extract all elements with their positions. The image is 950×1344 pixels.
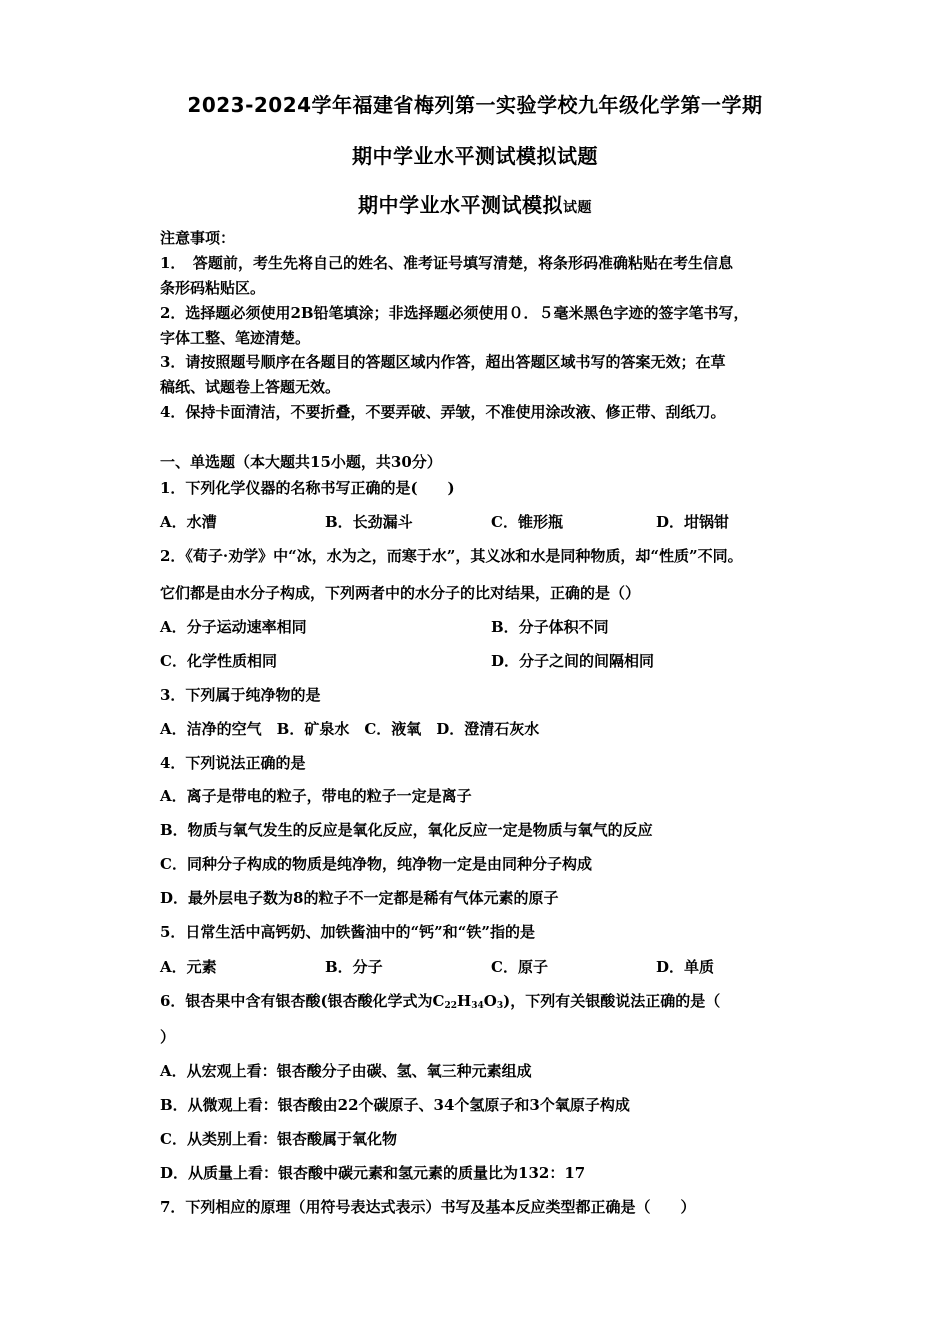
notice-item-1-cont: 条形码粘贴区。 (160, 279, 266, 297)
q6-option-c: C．从类别上看：银杏酸属于氧化物 (160, 1130, 397, 1148)
formula-o: O (483, 992, 497, 1010)
exam-title-line3 (0, 189, 950, 218)
notice-item-2: 2．选择题必须使用2B铅笔填涂；非选择题必须使用０．５毫米黑色字迹的签字笔书写， (160, 304, 749, 322)
q6-option-a: A．从宏观上看：银杏酸分子由碳、氢、氧三种元素组成 (160, 1062, 532, 1080)
q6-stem-line1 (160, 990, 720, 1011)
q1-option-d: D．坩锅钳 (656, 513, 730, 531)
notice-item-1: 1． 答题前，考生先将自己的姓名、准考证号填写清楚，将条形码准确粘贴在考生信息 (160, 254, 733, 272)
q4-option-b: B．物质与氧气发生的反应是氧化反应，氧化反应一定是物质与氧气的反应 (160, 821, 653, 839)
q6-stem-post: )，下列有关银酸说法正确的是（ (503, 992, 721, 1010)
formula-h: H (457, 992, 472, 1010)
q1-option-a: A．水漕 (160, 513, 217, 531)
section-heading: 一、单选题（本大题共15小题，共30分） (160, 453, 442, 471)
formula-o-count: 3 (496, 1001, 504, 1011)
q6-stem-pre: 6．银杏果中含有银杏酸(银杏酸化学式为 (160, 992, 433, 1010)
formula-h-count: 34 (471, 1001, 484, 1011)
q2-option-c: C．化学性质相同 (160, 652, 277, 670)
q7-stem: 7．下列相应的原理（用符号表达式表示）书写及基本反应类型都正确是（ ） (160, 1198, 696, 1216)
q1-option-c: C．锥形瓶 (491, 513, 563, 531)
q4-option-a: A．离子是带电的粒子，带电的粒子一定是离子 (160, 787, 472, 805)
exam-title-line1: 2023-2024学年福建省梅列第一实验学校九年级化学第一学期 (187, 93, 763, 117)
q4-stem: 4．下列说法正确的是 (160, 754, 306, 772)
q3-stem: 3．下列属于纯净物的是 (160, 686, 321, 704)
q6-option-b: B．从微观上看：银杏酸由22个碳原子、34个氢原子和3个氧原子构成 (160, 1096, 630, 1114)
notice-item-2-cont: 字体工整、笔迹清楚。 (160, 329, 311, 347)
q1-stem: 1．下列化学仪器的名称书写正确的是( ) (160, 479, 455, 497)
q5-option-b: B．分子 (325, 958, 383, 976)
q2-option-d: D．分子之间的间隔相同 (491, 652, 655, 670)
q5-stem: 5．日常生活中高钙奶、加铁酱油中的“钙”和“铁”指的是 (160, 923, 535, 941)
notice-item-4: 4．保持卡面清洁，不要折叠，不要弄破、弄皱，不准使用涂改液、修正带、刮纸刀。 (160, 403, 726, 421)
formula-c: C (432, 992, 445, 1010)
exam-title-line3-main: 期中学业水平测试模拟 (358, 193, 563, 217)
q4-option-d: D．最外层电子数为8的粒子不一定都是稀有气体元素的原子 (160, 889, 559, 907)
formula-c-count: 22 (444, 1001, 458, 1011)
q2-stem-line2: 它们都是由水分子构成，下列两者中的水分子的比对结果，正确的是（） (160, 584, 641, 602)
notice-heading: 注意事项： (160, 229, 236, 247)
notice-item-3: 3．请按照题号顺序在各题目的答题区域内作答，超出答题区域书写的答案无效；在草 (160, 353, 726, 371)
q6-stem-line2: ） (160, 1028, 176, 1046)
q1-option-b: B．长劲漏斗 (325, 513, 413, 531)
q2-option-b: B．分子体积不同 (491, 618, 609, 636)
q5-option-a: A．元素 (160, 958, 217, 976)
q6-option-d: D．从质量上看：银杏酸中碳元素和氢元素的质量比为132：17 (160, 1164, 586, 1182)
q5-option-d: D．单质 (656, 958, 715, 976)
q4-option-c: C．同种分子构成的物质是纯净物，纯净物一定是由同种分子构成 (160, 855, 592, 873)
q2-option-a: A．分子运动速率相同 (160, 618, 307, 636)
notice-item-3-cont: 稿纸、试题卷上答题无效。 (160, 378, 341, 396)
q5-option-c: C．原子 (491, 958, 548, 976)
q3-options: A．洁净的空气 B．矿泉水 C．液氧 D．澄清石灰水 (160, 720, 540, 738)
exam-title-line3-small: 试题 (563, 200, 592, 216)
q2-stem-line1: 2．《荀子·劝学》中“冰，水为之，而寒于水”，其义冰和水是同种物质，却“性质”不同。 (160, 547, 743, 565)
exam-title-line2: 期中学业水平测试模拟试题 (352, 144, 598, 168)
